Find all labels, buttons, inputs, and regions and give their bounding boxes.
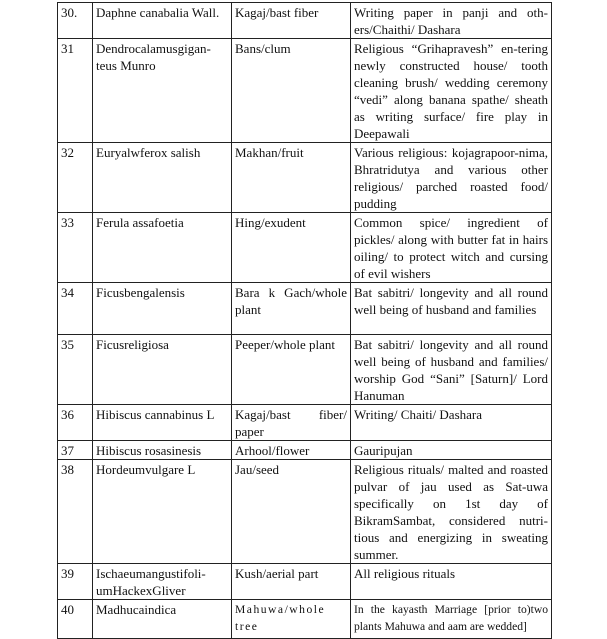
row-number: 39 bbox=[58, 564, 93, 600]
row-number: 34 bbox=[58, 283, 93, 335]
local-name-part: Kagaj/bast fiber bbox=[232, 3, 351, 39]
scientific-name: Daphne canabalia Wall. bbox=[93, 3, 232, 39]
local-name-part: Kush/aerial part bbox=[232, 564, 351, 600]
scientific-name: Ficusreligiosa bbox=[93, 335, 232, 405]
row-number: 36 bbox=[58, 405, 93, 441]
uses: Religious “Grihapravesh” en-tering newly constructed house/ tooth cleaning brush/ wedding ceremony “vedi” along banana spathe/ sheath as writing surface/ fire play in Deepawali bbox=[351, 39, 552, 143]
scientific-name: Madhucaindica bbox=[93, 600, 232, 639]
row-number: 40 bbox=[58, 600, 93, 639]
row-number: 38 bbox=[58, 460, 93, 564]
table-row bbox=[58, 39, 552, 143]
row-number: 37 bbox=[58, 441, 93, 460]
row-number: 33 bbox=[58, 213, 93, 283]
row-number: 30. bbox=[58, 3, 93, 39]
table-row bbox=[58, 564, 552, 600]
uses: Various religious: kojagrapoor-nima, Bhratridutya and various other religious/ parched roasted food/ pudding bbox=[351, 143, 552, 213]
table-row bbox=[58, 3, 552, 39]
row-number: 32 bbox=[58, 143, 93, 213]
uses: Common spice/ ingredient of pickles/ along with butter fat in hairs oiling/ to protect witch and cursing of evil wishers bbox=[351, 213, 552, 283]
plant-uses-table bbox=[57, 2, 552, 639]
table-row bbox=[58, 213, 552, 283]
table-row bbox=[58, 441, 552, 460]
local-name-part: Peeper/whole plant bbox=[232, 335, 351, 405]
uses: Writing paper in panji and oth-ers/Chaithi/ Dashara bbox=[351, 3, 552, 39]
scientific-name: Hibiscus rosasinesis bbox=[93, 441, 232, 460]
uses: All religious rituals bbox=[351, 564, 552, 600]
scientific-name: Ischaeumangustifoli-umHackexGliver bbox=[93, 564, 232, 600]
local-name-part: Arhool/flower bbox=[232, 441, 351, 460]
local-name-part: Kagaj/bast fiber/ paper bbox=[232, 405, 351, 441]
scientific-name: Hibiscus cannabinus L bbox=[93, 405, 232, 441]
row-number: 35 bbox=[58, 335, 93, 405]
scientific-name: Dendrocalamusgigan-teus Munro bbox=[93, 39, 232, 143]
scientific-name: Hordeumvulgare L bbox=[93, 460, 232, 564]
scientific-name: Ficusbengalensis bbox=[93, 283, 232, 335]
scientific-name: Ferula assafoetia bbox=[93, 213, 232, 283]
local-name-part: Bara k Gach/whole plant bbox=[232, 283, 351, 335]
uses: Gauripujan bbox=[351, 441, 552, 460]
uses: Bat sabitri/ longevity and all round well being of husband and families/ worship God “Sani” [Saturn]/ Lord Hanuman bbox=[351, 335, 552, 405]
scientific-name: Euryalwferox salish bbox=[93, 143, 232, 213]
local-name-part: Jau/seed bbox=[232, 460, 351, 564]
row-number: 31 bbox=[58, 39, 93, 143]
local-name-part: Makhan/fruit bbox=[232, 143, 351, 213]
uses: Writing/ Chaiti/ Dashara bbox=[351, 405, 552, 441]
table-row bbox=[58, 143, 552, 213]
table-row bbox=[58, 600, 552, 639]
table-row bbox=[58, 335, 552, 405]
uses: In the kayasth Marriage [prior to)two plants Mahuwa and aam are wedded] bbox=[351, 600, 552, 639]
uses: Religious rituals/ malted and roasted pulvar of jau used as Sat-uwa specifically on 1st day of BikramSambat, considered nutri-tious and energizing in sweating summer. bbox=[351, 460, 552, 564]
table-row bbox=[58, 283, 552, 335]
local-name-part: Bans/clum bbox=[232, 39, 351, 143]
local-name-part: Hing/exudent bbox=[232, 213, 351, 283]
local-name-part: Mahuwa/whole tree bbox=[232, 600, 351, 639]
table-row bbox=[58, 460, 552, 564]
uses: Bat sabitri/ longevity and all round well being of husband and families bbox=[351, 283, 552, 335]
table-row bbox=[58, 405, 552, 441]
